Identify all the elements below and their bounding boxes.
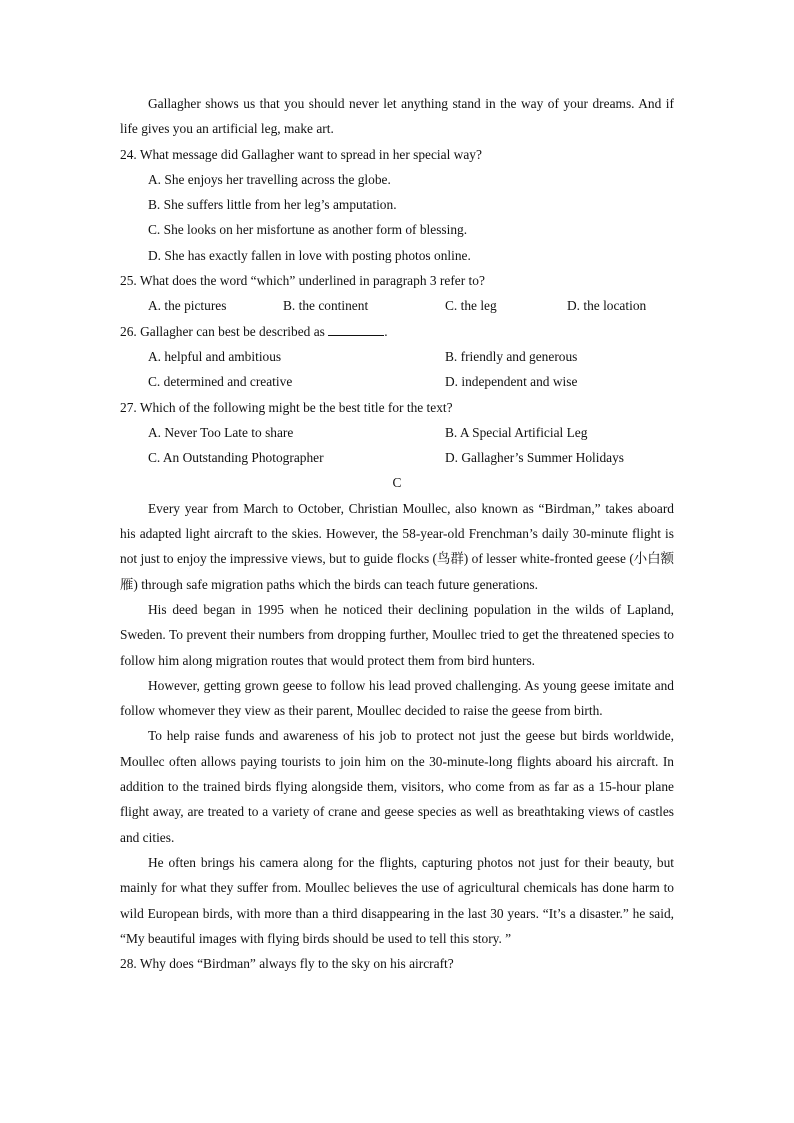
question-26-option-a: A. helpful and ambitious [148, 348, 282, 364]
section-heading: C [392, 475, 402, 491]
question-25: 25. What does the word “which” underlined in paragraph 3 refer to? [120, 273, 485, 289]
passage-c-paragraph: His deed began in 1995 when he noticed their declining population in the wilds of Lapland, Sweden. To prevent their numbers from dropping further, Moullec tried to get the threatened species to follow him along migration routes that would protect them from bird hunters. [120, 601, 674, 668]
question-25-option-a: A. the pictures [148, 298, 227, 314]
question-26-option-c: C. determined and creative [148, 374, 293, 390]
question-25-option-b: B. the continent [283, 298, 369, 314]
question-25-option-c: C. the leg [445, 298, 497, 314]
question-27-option-b: B. A Special Artificial Leg [445, 424, 588, 440]
question-28: 28. Why does “Birdman” always fly to the sky on his aircraft? [120, 956, 454, 972]
question-26-options-row-1 [120, 344, 674, 369]
passage-c-paragraph: Every year from March to October, Christian Moullec, also known as “Birdman,” takes aboard his adapted light aircraft to the skies. However, the 58-year-old Frenchman’s daily 30-minute flight is not just to enjoy the impressive views, but to guide flocks (鸟群) of lesser white-fronted geese (小白额雁) through safe migration paths which the birds can teach future generations. [120, 500, 674, 592]
question-26-option-b: B. friendly and generous [445, 348, 578, 364]
answer-blank [328, 323, 384, 336]
passage-c-paragraph: He often brings his camera along for the flights, capturing photos not just for their beauty, but mainly for what they suffer from. Moullec believes the use of agricultural chemicals has done harm to wild European birds, with more than a third disappearing in the last 30 years. “It’s a disaster.” he said, “My beautiful images with flying birds should be used to tell this story. ” [120, 854, 674, 946]
question-27-options-row-2 [120, 445, 674, 470]
passage-c-paragraph: However, getting grown geese to follow his lead proved challenging. As young geese imitate and follow whomever they view as their parent, Moullec decided to raise the geese from birth. [120, 677, 674, 719]
intro-paragraph: Gallagher shows us that you should never let anything stand in the way of your dreams. And if life gives you an artificial leg, make art. [120, 96, 674, 137]
document-content [120, 91, 674, 976]
question-25-option-d: D. the location [567, 298, 647, 314]
question-27-option-d: D. Gallagher’s Summer Holidays [445, 450, 625, 466]
question-24: 24. What message did Gallagher want to spread in her special way? [120, 146, 482, 162]
question-27: 27. Which of the following might be the best title for the text? [120, 399, 453, 415]
question-26-options-row-2 [120, 369, 674, 394]
question-26-option-d: D. independent and wise [445, 374, 578, 390]
question-24-option-c: C. She looks on her misfortune as another form of blessing. [148, 222, 468, 238]
passage-c-paragraph: To help raise funds and awareness of his job to protect not just the geese but birds worldwide, Moullec often allows paying tourists to join him on the 30-minute-long flights aboard his aircraft. In addition to the trained birds flying alongside them, visitors, who come from as far as a 15-hour plane flight away, are treated to a variety of crane and geese species as well as breathtaking views of castles and cities. [120, 728, 674, 845]
question-27-options-row-1 [120, 420, 674, 445]
question-26-end: . [384, 323, 388, 339]
question-24-option-d: D. She has exactly fallen in love with posting photos online. [148, 247, 471, 263]
question-26-stem: 26. Gallagher can best be described as [120, 323, 325, 339]
question-25-options [120, 293, 674, 318]
question-24-option-b: B. She suffers little from her leg’s amputation. [148, 197, 397, 213]
question-26 [120, 319, 674, 344]
question-24-option-a: A. She enjoys her travelling across the globe. [148, 171, 391, 187]
question-27-option-c: C. An Outstanding Photographer [148, 450, 324, 466]
question-27-option-a: A. Never Too Late to share [148, 424, 294, 440]
